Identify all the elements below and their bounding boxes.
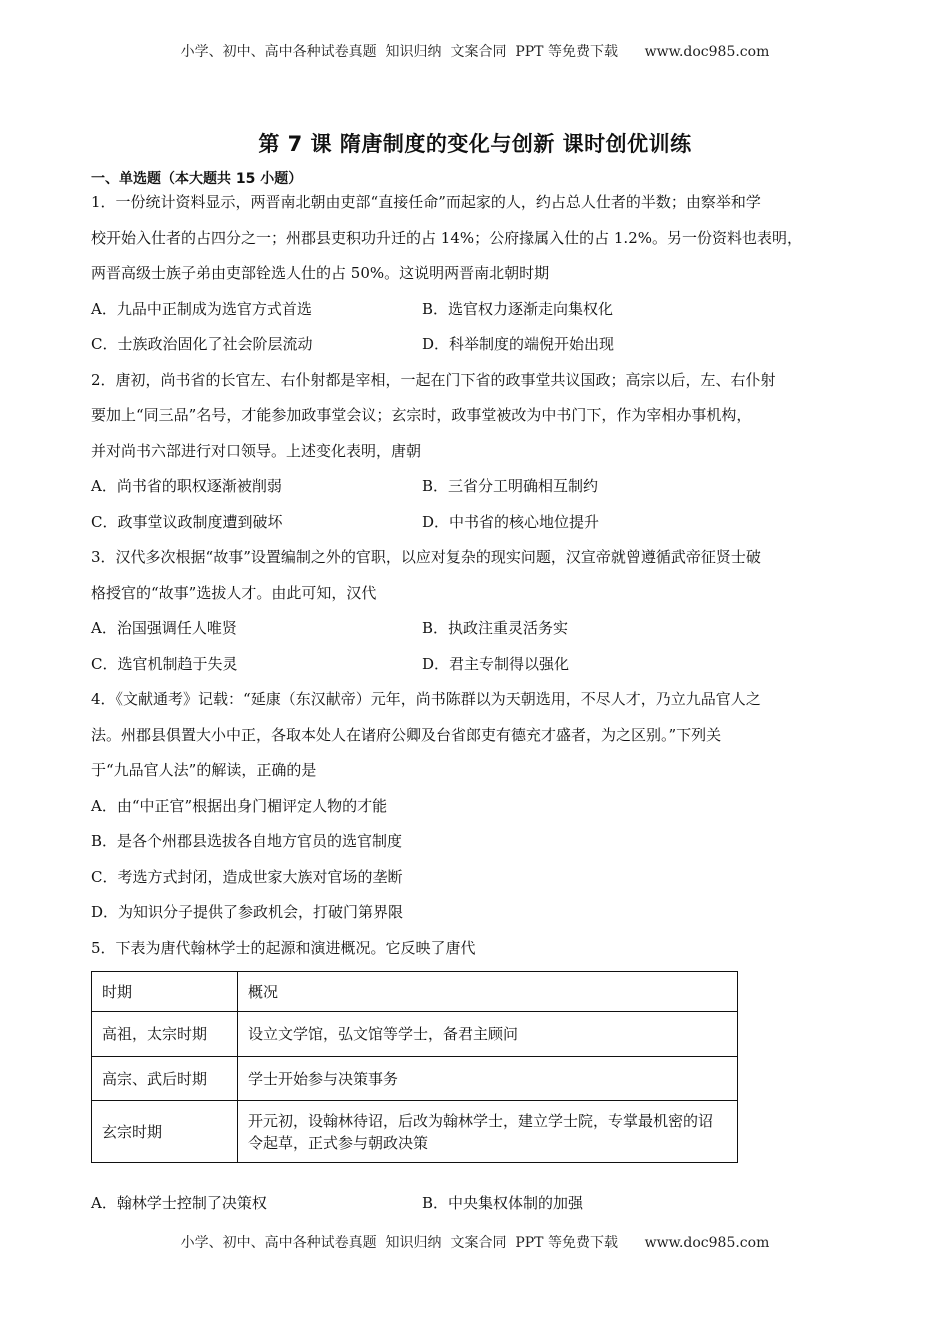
table-cell: 设立文学馆，弘文馆等学士，备君主顾问 — [238, 1012, 738, 1057]
question-text-line: 法。州郡县俱置大小中正，各取本处人在诸府公卿及台省郎吏有德充才盛者，为之区别。”下列关 — [91, 725, 722, 744]
table-header-cell: 时期 — [92, 972, 238, 1012]
option-c[interactable]: C．选官机制趋于失灵 — [91, 654, 238, 673]
option-d[interactable]: D．中书省的核心地位提升 — [422, 512, 600, 531]
option-a[interactable]: A．九品中正制成为选官方式首选 — [91, 299, 312, 318]
question-text-line: 3．汉代多次根据“故事”设置编制之外的官职，以应对复杂的现实问题，汉宣帝就曾遵循武帝征贤士破 — [91, 548, 761, 566]
question-text-line: 5．下表为唐代翰林学士的起源和演进概况。它反映了唐代 — [91, 938, 476, 957]
option-c[interactable]: C．考选方式封闭，造成世家大族对官场的垄断 — [91, 867, 403, 886]
option-a[interactable]: A．尚书省的职权逐渐被削弱 — [91, 477, 282, 495]
table-cell: 高祖，太宗时期 — [92, 1012, 238, 1057]
option-row — [91, 330, 871, 366]
question-text-line: 4．《文献通考》记载：“延康（东汉献帝）元年，尚书陈群以为天朝选用，不尽人才，乃立九品官人之 — [91, 690, 761, 708]
option-row — [91, 1189, 871, 1225]
question-text-line: 两晋高级士族子弟由吏部铨选人仕的占 50%。这说明两晋南北朝时期 — [91, 264, 550, 282]
option-row — [91, 472, 871, 508]
option-c[interactable]: C．士族政治固化了社会阶层流动 — [91, 335, 313, 353]
option-a[interactable]: A．由“中正官”根据出身门楣评定人物的才能 — [91, 796, 388, 815]
question-text-line: 2．唐初，尚书省的长官左、右仆射都是宰相，一起在门下省的政事堂共议国政；高宗以后，左、右仆射 — [91, 370, 776, 389]
option-d[interactable]: D．科举制度的端倪开始出现 — [422, 335, 615, 353]
table-cell: 学士开始参与决策事务 — [238, 1057, 738, 1101]
option-row — [91, 508, 871, 544]
table-row — [92, 1057, 738, 1101]
option-c[interactable]: C．政事堂议政制度遭到破坏 — [91, 512, 283, 531]
option-row — [91, 650, 871, 686]
option-b[interactable]: B．三省分工明确相互制约 — [422, 477, 599, 495]
page-footer: 小学、初中、高中各种试卷真题 知识归纳 文案合同 PPT 等免费下载 www.doc985.com — [180, 1235, 770, 1251]
question-text-line: 并对尚书六部进行对口领导。上述变化表明，唐朝 — [91, 441, 422, 460]
info-table — [91, 971, 738, 1163]
option-b[interactable]: B．中央集权体制的加强 — [422, 1194, 584, 1212]
option-a[interactable]: A．治国强调任人唯贤 — [91, 619, 237, 637]
table-row — [92, 1101, 738, 1163]
question-text-line: 于“九品官人法”的解读，正确的是 — [91, 761, 317, 779]
option-b[interactable]: B．是各个州郡县选拔各自地方官员的选官制度 — [91, 832, 403, 850]
option-b[interactable]: B．执政注重灵活务实 — [422, 619, 569, 637]
option-row — [91, 295, 871, 331]
table-cell: 高宗、武后时期 — [92, 1057, 238, 1101]
option-b[interactable]: B．选官权力逐渐走向集权化 — [422, 299, 614, 318]
section-heading: 一、单选题（本大题共 15 小题） — [91, 171, 303, 187]
question-2 — [91, 366, 871, 544]
question-text-line: 1．一份统计资料显示，两晋南北朝由吏部“直接任命”而起家的人，约占总人仕者的半数；由察举和学 — [91, 193, 761, 211]
table-header-row — [92, 972, 738, 1012]
page-header: 小学、初中、高中各种试卷真题 知识归纳 文案合同 PPT 等免费下载 www.doc985.com — [180, 44, 770, 60]
table-cell: 开元初，设翰林待诏，后改为翰林学士，建立学士院，专掌最机密的诏令起草，正式参与朝政决策 — [238, 1101, 738, 1163]
option-a[interactable]: A．翰林学士控制了决策权 — [91, 1194, 267, 1212]
table-cell: 玄宗时期 — [92, 1101, 238, 1163]
question-text-line: 格授官的“故事”选拔人才。由此可知，汉代 — [91, 583, 377, 602]
question-list — [91, 188, 871, 1225]
question-5 — [91, 934, 871, 1225]
table-row — [92, 1012, 738, 1057]
option-d[interactable]: D．君主专制得以强化 — [422, 654, 570, 673]
question-1 — [91, 188, 871, 366]
question-3 — [91, 543, 871, 685]
page-title: 第 7 课 隋唐制度的变化与创新 课时创优训练 — [258, 132, 692, 156]
question-text-line: 要加上“同三品”名号，才能参加政事堂会议；玄宗时，政事堂被改为中书门下，作为宰相办事机构， — [91, 406, 752, 424]
question-4 — [91, 685, 871, 934]
table-header-cell: 概况 — [238, 972, 738, 1012]
question-text-line: 校开始入仕者的占四分之一；州郡县吏积功升迁的占 14%；公府掾属入仕的占 1.2%。另一份资料也表明， — [91, 228, 802, 247]
option-row — [91, 614, 871, 650]
option-d[interactable]: D．为知识分子提供了参政机会，打破门第界限 — [91, 903, 404, 921]
